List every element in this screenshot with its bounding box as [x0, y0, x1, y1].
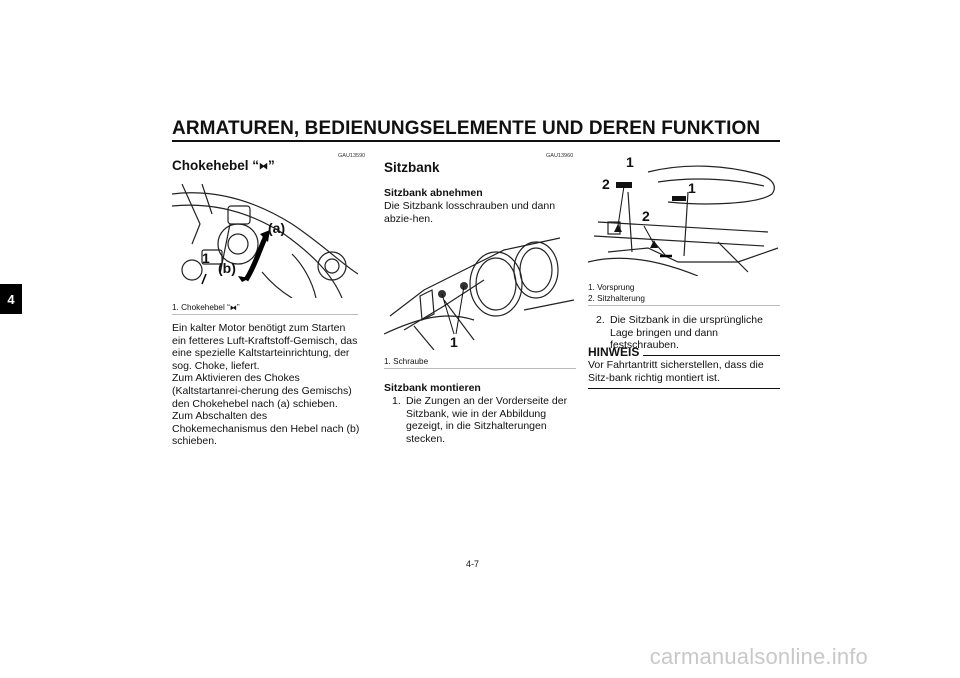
- label-1: 1: [688, 180, 696, 196]
- choke-illustration: [172, 184, 358, 298]
- caption-divider: [172, 314, 358, 315]
- caption-divider: [384, 368, 576, 369]
- label-a: (a): [268, 220, 286, 236]
- caption-divider: [588, 305, 780, 306]
- label-2: 2: [602, 176, 610, 192]
- choke-caption-post: ”: [236, 303, 240, 312]
- seat-screw-caption: 1. Schraube: [384, 357, 429, 366]
- seat-remove-text: Die Sitzbank losschrauben und dann abzie-hen.: [384, 200, 556, 225]
- label-2: 2: [642, 208, 650, 224]
- choke-heading: [172, 158, 275, 173]
- seat-bracket-illustration: [588, 152, 780, 276]
- label-1: 1: [450, 334, 458, 350]
- label-b: (b): [218, 260, 236, 276]
- seat-heading: Sitzbank: [384, 160, 440, 175]
- choke-caption-icon: ⧓: [229, 305, 237, 312]
- caption-item-2: 2. Sitzhalterung: [588, 294, 645, 303]
- choke-figure: [172, 184, 358, 298]
- hinweis-header: [588, 345, 780, 359]
- choke-paragraph-3: Zum Abschalten des Chokemechanismus den Hebel nach (b) schieben.: [172, 410, 360, 448]
- section-code: GAU13960: [546, 153, 574, 159]
- step-number: 1.: [392, 395, 401, 407]
- hinweis-text: Vor Fahrtantritt sicherstellen, dass die Sitz-bank richtig montiert ist.: [588, 359, 764, 384]
- seat-bracket-caption: [588, 282, 645, 304]
- choke-caption: [172, 302, 240, 314]
- seat-bracket-figure: [588, 152, 780, 276]
- choke-paragraph: Ein kalter Motor benötigt zum Starten ein fetteres Luft-Kraftstoff-Gemisch, das eine spezielle Kaltstarteinrichtung, der sog. Choke, liefert.: [172, 322, 358, 372]
- section-code: GAU13590: [338, 153, 366, 159]
- choke-caption-pre: 1. Chokehebel “: [172, 303, 230, 312]
- step-text: Die Zungen an der Vorderseite der Sitzbank, wie in der Abbildung gezeigt, in die Sitzhalterungen stecken.: [406, 395, 568, 445]
- chapter-tab: 4: [0, 284, 22, 314]
- caption-item-1: 1. Vorsprung: [588, 283, 635, 292]
- label-1: 1: [626, 154, 634, 170]
- header-rule: [172, 140, 780, 142]
- seat-remove-subheading: Sitzbank abnehmen: [384, 187, 483, 199]
- watermark: carmanualsonline.info: [649, 644, 868, 669]
- choke-heading-pre: Chokehebel “: [172, 158, 260, 173]
- label-1: 1: [202, 250, 210, 266]
- hinweis-rule: [643, 355, 780, 356]
- page-number: 4-7: [466, 559, 480, 569]
- choke-heading-post: ”: [268, 158, 275, 173]
- choke-text: [172, 322, 362, 448]
- hinweis-bottom-rule: [588, 388, 780, 389]
- seat-screw-figure: [384, 230, 576, 350]
- seat-install-subheading: Sitzbank montieren: [384, 382, 481, 394]
- step-number: 2.: [596, 314, 605, 326]
- choke-symbol-icon: ⧓: [259, 160, 269, 171]
- seat-install-step-1: [392, 395, 578, 445]
- choke-paragraph-2: Zum Aktivieren des Chokes (Kaltstartanrei-cherung des Gemischs) den Chokehebel nach (a) schieben.: [172, 372, 352, 410]
- step-text: Die Sitzbank in die ursprüngliche Lage bringen und dann festschrauben.: [610, 314, 763, 352]
- page-header-title: ARMATUREN, BEDIENUNGSELEMENTE UND DEREN FUNKTION: [172, 118, 761, 139]
- hinweis-title: HINWEIS: [588, 345, 640, 359]
- seat-screw-illustration: [384, 230, 576, 350]
